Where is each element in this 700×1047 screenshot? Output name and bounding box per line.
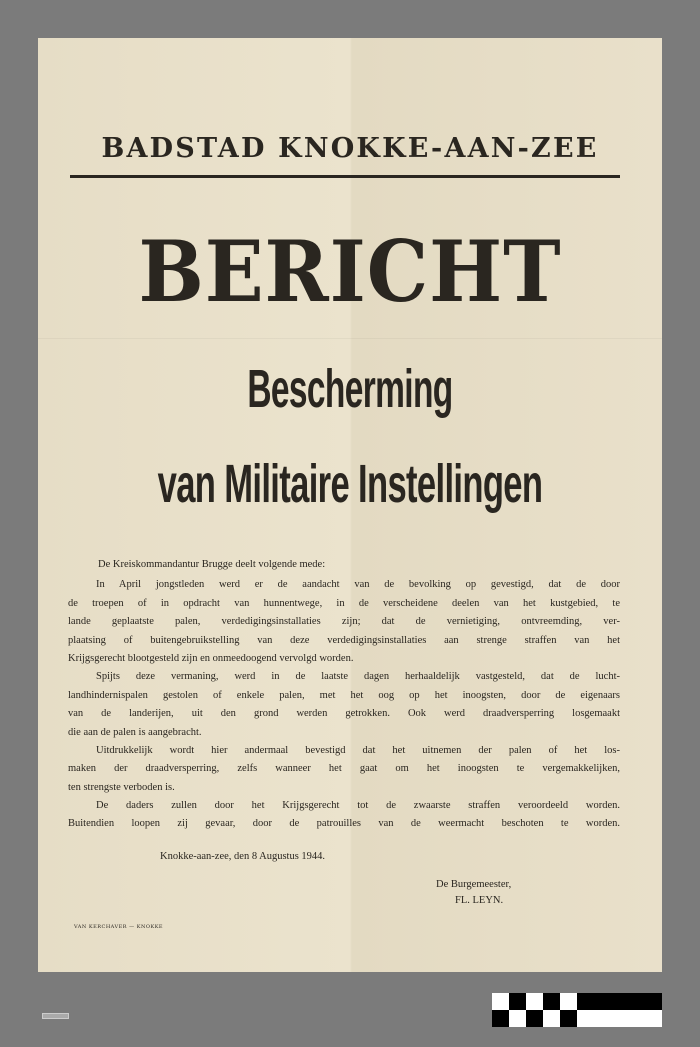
body-text bbox=[68, 556, 620, 834]
color-scale-bar bbox=[492, 993, 662, 1027]
body-line: Uitdrukkelijk wordt hier andermaal bevestigd dat het uitnemen der palen of het los- bbox=[96, 744, 620, 756]
signature-title: De Burgemeester, bbox=[436, 879, 512, 890]
body-line: die aan de palen is aangebracht. bbox=[68, 726, 202, 738]
poster-subtitle-1: Bescherming bbox=[247, 359, 453, 419]
archive-tag bbox=[42, 1013, 69, 1019]
poster-title: BERICHT bbox=[138, 222, 562, 321]
body-line: Krijgsgerecht blootgesteld zijn en onmeedoogend vervolgd worden. bbox=[68, 652, 354, 664]
body-line: maken der draadversperring, zelfs wanneer het gaat om het inoogsten te vergemakkelijken, bbox=[68, 763, 620, 775]
printer-credit: VAN KERCHAVER — KNOKKE bbox=[74, 924, 164, 930]
fold-line bbox=[38, 338, 662, 339]
poster-subtitle-2: van Militaire Instellingen bbox=[157, 454, 543, 514]
body-line: lande geplaatste palen, verdedigingsinstallaties zijn; dat de vernietiging, ontvreemding, ver- bbox=[68, 616, 620, 628]
body-line: landhindernispalen gestolen of enkele palen, met het oog op het inoogsten, door de eigenaars bbox=[68, 689, 620, 701]
body-line: Buitendien loopen zij gevaar, door de patrouilles van de weermacht beschoten te worden. bbox=[68, 818, 620, 830]
body-line: Spijts deze vermaning, werd in de laatste dagen herhaaldelijk vastgesteld, dat de lucht- bbox=[96, 671, 620, 683]
body-line: De daders zullen door het Krijgsgerecht tot de zwaarste straffen veroordeeld worden. bbox=[96, 800, 620, 812]
header-rule bbox=[70, 175, 620, 178]
poster bbox=[38, 38, 662, 972]
body-line: In April jongstleden werd er de aandacht van de bevolking op gevestigd, dat de door bbox=[96, 579, 620, 591]
poster-header: BADSTAD KNOKKE-AAN-ZEE bbox=[101, 133, 599, 164]
body-line: de troepen of in opdracht van hunnentwege, in de verscheidene deelen van het kustgebied, te bbox=[68, 597, 620, 609]
intro-line: De Kreiskommandantur Brugge deelt volgende mede: bbox=[98, 559, 326, 570]
date-line: Knokke-aan-zee, den 8 Augustus 1944. bbox=[160, 851, 326, 862]
signature-name: FL. LEYN. bbox=[455, 895, 504, 906]
body-line: van de landerijen, uit den grond werden getrokken. Ook werd draadversperring losgemaakt bbox=[68, 708, 620, 720]
body-line: ten strengste verboden is. bbox=[68, 781, 175, 793]
body-line: plaatsing of buitengebruikstelling van deze verdedigingsinstallaties aan strenge straffen van het bbox=[68, 634, 620, 646]
